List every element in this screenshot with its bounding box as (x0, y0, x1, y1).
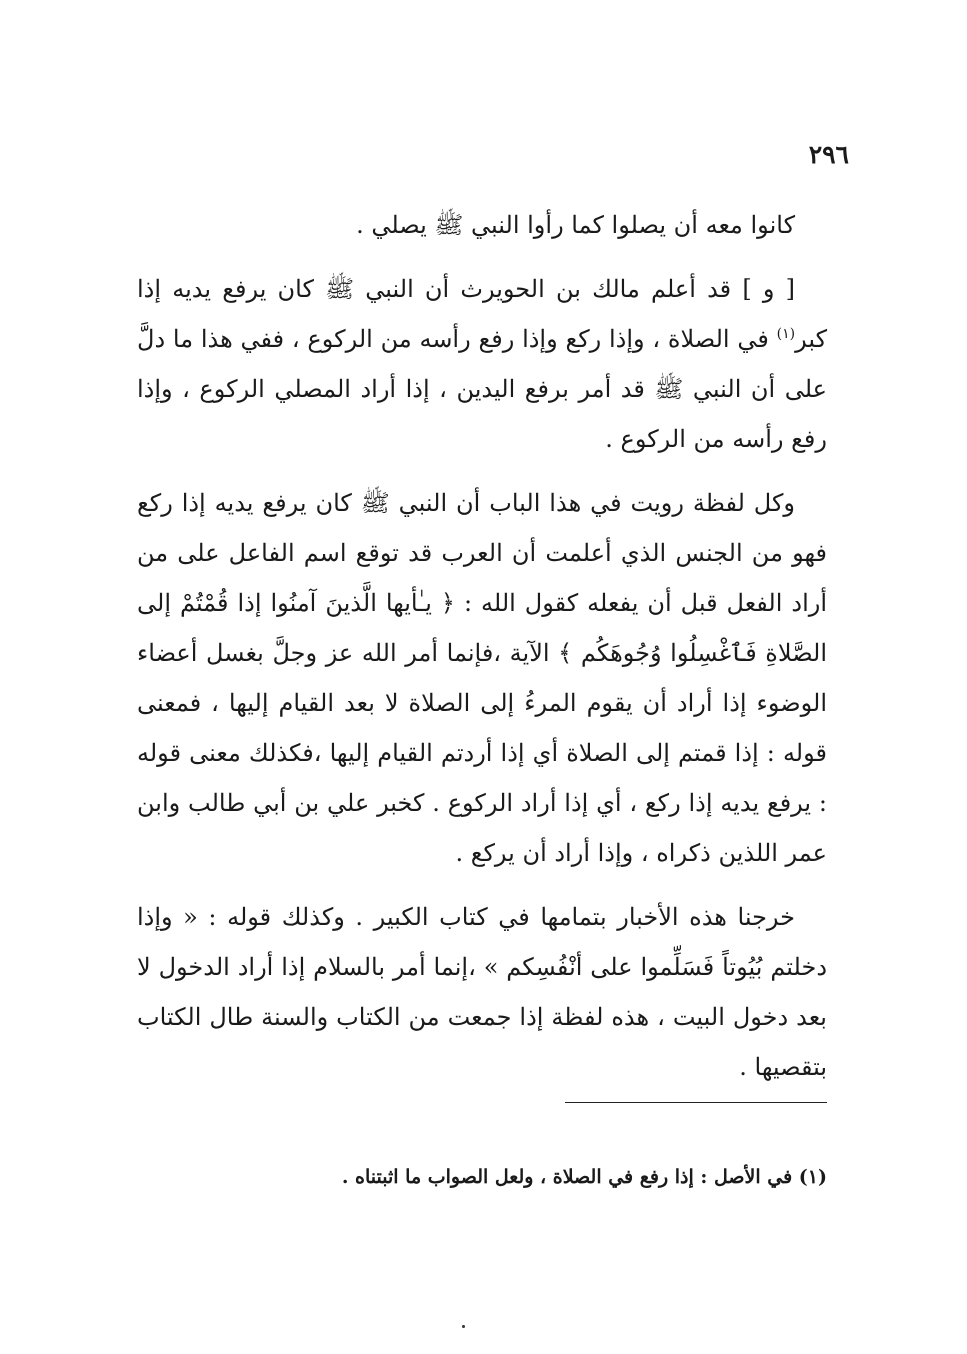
paragraph-2-start: [ و ] قد أعلم مالك بن الحويرث أن النبي ﷺ كان يرفع يديه إذا كبر (137, 275, 827, 353)
main-text (137, 200, 827, 1106)
footnote-divider (565, 1102, 827, 1103)
footnote-reference[interactable]: (١) (776, 326, 796, 342)
page-speck (462, 1325, 465, 1328)
paragraph-3: وكل لفظة رويت في هذا الباب أن النبي ﷺ كان يرفع يديه إذا ركع فهو من الجنس الذي أعلمت أن العرب قد توقع اسم الفاعل على من أراد الفعل قبل أن يفعله كقول الله : ﴿ يـٰأيها الَّذينَ آمنُوا إذا قُمْتُمْ إلى الصَّلاةِ فَٱغْسِلُوا وُجُوهَكُم ﴾ الآية ،فإنما أمر الله عز وجلَّ بغسل أعضاء الوضوء إذا أراد أن يقوم المرءُ إلى الصلاة لا بعد القيام إليها ، فمعنى قوله : إذا قمتم إلى الصلاة أي إذا أردتم القيام إليها ،فكذلك معنى قوله : يرفع يديه إذا ركع ، أي إذا أراد الركوع . كخبر علي بن أبي طالب وابن عمر اللذين ذكراه ، وإذا أراد أن يركع . (137, 489, 827, 867)
page-number: ٢٩٦ (808, 140, 849, 169)
paragraph-1: كانوا معه أن يصلوا كما رأوا النبي ﷺ يصلي . (356, 211, 795, 239)
paragraph-2 (137, 264, 827, 464)
paragraph-2-end: في الصلاة ، وإذا ركع وإذا رفع رأسه من الركوع ، ففي هذا ما دلَّ على أن النبي ﷺ قد أمر برفع اليدين ، إذا أراد المصلي الركوع ، وإذا رفع رأسه من الركوع . (137, 325, 827, 453)
footnote: (١) في الأصل : إذا رفع في الصلاة ، ولعل الصواب ما اثبتناه . (341, 1166, 827, 1188)
paragraph-4: خرجنا هذه الأخبار بتمامها في كتاب الكبير . وكذلك قوله : « وإذا دخلتم بُيُوتاً فَسَلِّموا على أنْفُسِكم » ،إنما أمر بالسلام إذا أراد الدخول لا بعد دخول البيت ، هذه لفظة إذا جمعت من الكتاب والسنة طال الكتاب بتقصيها . (137, 903, 827, 1081)
